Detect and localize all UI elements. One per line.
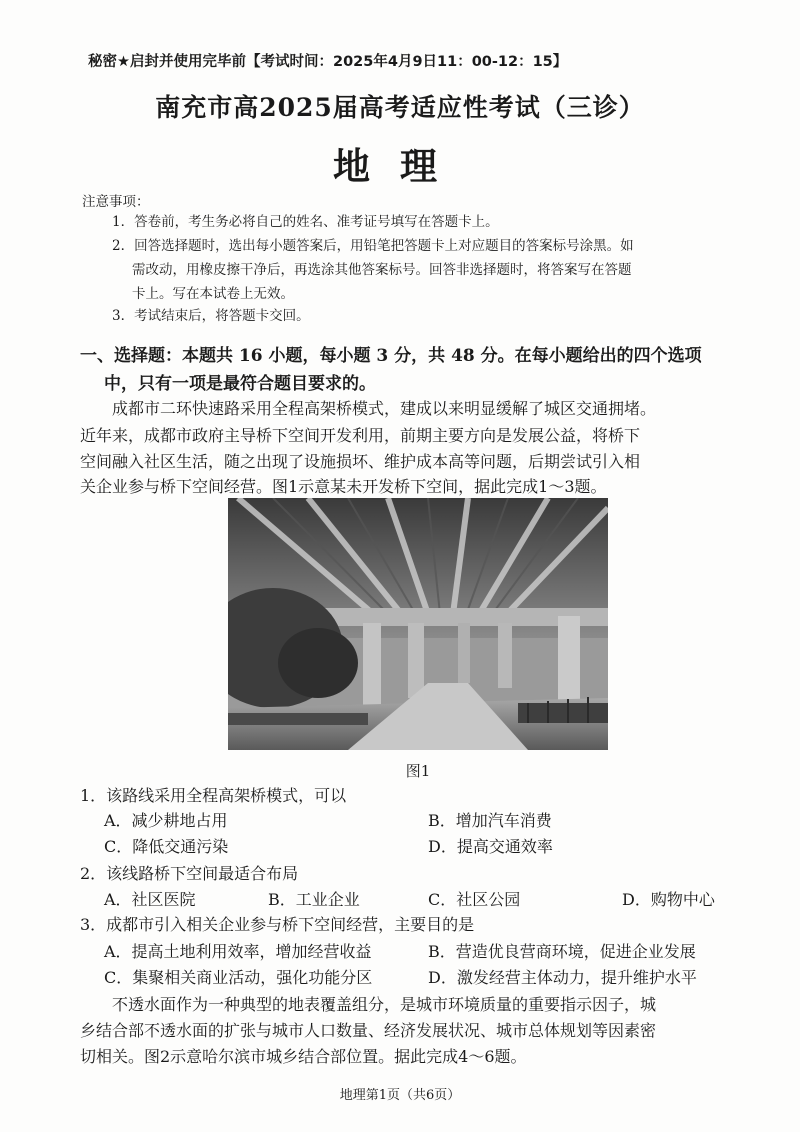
- question-3-option-c: C．集聚相关商业活动，强化功能分区: [104, 968, 373, 987]
- notice-heading: 注意事项：: [82, 194, 150, 210]
- question-3-stem: 3．成都市引入相关企业参与桥下空间经营，主要目的是: [80, 915, 475, 934]
- question-2-option-b: B．工业企业: [268, 890, 360, 909]
- exam-title: 南充市高2025届高考适应性考试（三诊）: [155, 93, 645, 122]
- question-1-stem: 1．该路线采用全程高架桥模式，可以: [80, 786, 347, 805]
- question-2-option-a: A．社区医院: [104, 890, 196, 909]
- passage-line: 关企业参与桥下空间经营。图1示意某未开发桥下空间，据此完成1～3题。: [80, 477, 607, 496]
- question-3-option-d: D．激发经营主体动力，提升维护水平: [428, 968, 697, 987]
- figure-1-caption: 图1: [405, 762, 431, 780]
- notice-item: 3．考试结束后，将答题卡交回。: [112, 308, 310, 324]
- confidential-note: 秘密★启封并使用完毕前【考试时间：2025年4月9日11：00-12：15】: [88, 54, 568, 70]
- passage-line: 空间融入社区生活，随之出现了设施损坏、维护成本高等问题，后期尝试引入相: [80, 452, 641, 471]
- passage2-line: 乡结合部不透水面的扩张与城市人口数量、经济发展状况、城市总体规划等因素密: [80, 1021, 657, 1040]
- notice-item: 卡上。写在本试卷上无效。: [132, 286, 294, 302]
- question-1-option-b: B．增加汽车消费: [428, 811, 552, 830]
- passage2-line: 不透水面作为一种典型的地表覆盖组分，是城市环境质量的重要指示因子，城: [112, 995, 657, 1014]
- question-1-option-a: A．减少耕地占用: [104, 811, 228, 830]
- question-2-option-c: C．社区公园: [428, 890, 521, 909]
- question-2-option-d: D．购物中心: [622, 890, 715, 909]
- figure-1-viaduct-photo: [228, 498, 608, 750]
- passage2-line: 切相关。图2示意哈尔滨市城乡结合部位置。据此完成4～6题。: [80, 1047, 527, 1066]
- question-1-option-c: C．降低交通污染: [104, 837, 229, 856]
- notice-item: 1．答卷前，考生务必将自己的姓名、准考证号填写在答题卡上。: [112, 214, 499, 230]
- subject-title: 地理: [333, 144, 467, 188]
- viaduct-image: [228, 498, 608, 750]
- question-3-option-a: A．提高土地利用效率，增加经营收益: [104, 942, 372, 961]
- notice-item: 需改动，用橡皮擦干净后，再选涂其他答案标号。回答非选择题时，将答案写在答题: [132, 262, 632, 278]
- page-footer: 地理第1页（共6页）: [339, 1088, 461, 1103]
- passage-line: 成都市二环快速路采用全程高架桥模式，建成以来明显缓解了城区交通拥堵。: [112, 399, 657, 418]
- question-1-option-d: D．提高交通效率: [428, 837, 553, 856]
- question-2-stem: 2．该线路桥下空间最适合布局: [80, 864, 299, 883]
- section-heading: 一、选择题：本题共 16 小题，每小题 3 分，共 48 分。在每小题给出的四个选项: [80, 346, 702, 366]
- section-heading: 中，只有一项是最符合题目要求的。: [104, 374, 376, 394]
- question-3-option-b: B．营造优良营商环境，促进企业发展: [428, 942, 696, 961]
- notice-item: 2．回答选择题时，选出每小题答案后，用铅笔把答题卡上对应题目的答案标号涂黑。如: [112, 238, 634, 254]
- passage-line: 近年来，成都市政府主导桥下空间开发利用，前期主要方向是发展公益，将桥下: [80, 426, 641, 445]
